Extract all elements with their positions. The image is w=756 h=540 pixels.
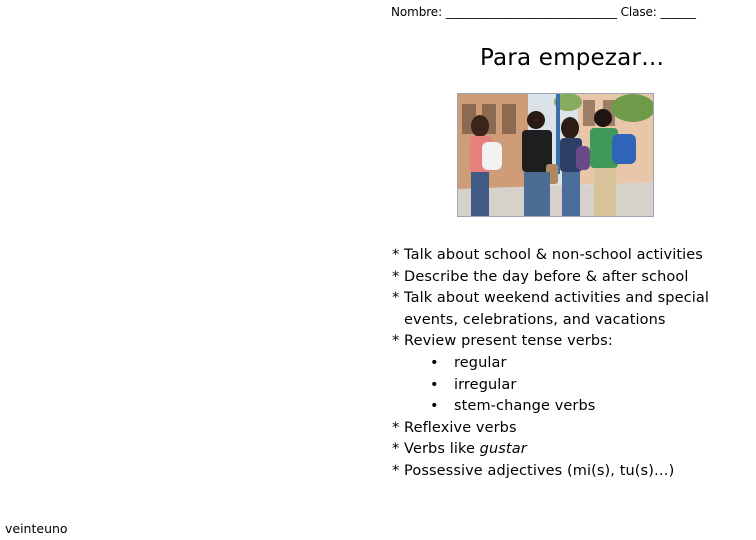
name-class-header [391, 5, 696, 19]
sub-item-irregular [392, 375, 709, 397]
bullet-icon: • [430, 376, 439, 393]
sub-item-regular [392, 353, 709, 375]
objective-reflexive-verbs: * Reflexive verbs [392, 419, 517, 436]
page-number-word: veinteuno [5, 521, 68, 536]
objective-present-tense: * Review present tense verbs: [392, 333, 613, 350]
bullet-icon: • [430, 398, 439, 415]
page-title: Para empezar… [480, 45, 665, 71]
objectives-list [392, 245, 709, 483]
objective-verbs-like-gustar [392, 439, 709, 461]
sub-item-label: stem-change verbs [454, 398, 596, 415]
students-photo [457, 93, 654, 217]
objective-describe-day: * Describe the day before & after school [392, 268, 689, 285]
sub-item-label: regular [454, 354, 507, 371]
sub-item-label: irregular [454, 376, 517, 393]
nombre-label: Nombre: [391, 5, 443, 19]
objective-weekend-activities: * Talk about weekend activities and special [392, 290, 709, 307]
gustar-word: gustar [479, 441, 527, 458]
verbs-like-label: * Verbs like [392, 441, 480, 458]
objective-possessive-adjectives: * Possessive adjectives (mi(s), tu(s)…) [392, 462, 675, 479]
clase-label: Clase: [620, 5, 657, 19]
clase-blank: ______ [660, 5, 696, 19]
nombre-blank: _____________________________ [445, 5, 617, 19]
objective-school-activities: * Talk about school & non-school activities [392, 247, 703, 263]
sub-item-stem-change [392, 396, 709, 418]
bullet-icon: • [430, 354, 439, 371]
objective-weekend-activities-continued: events, celebrations, and vacations [404, 311, 666, 328]
